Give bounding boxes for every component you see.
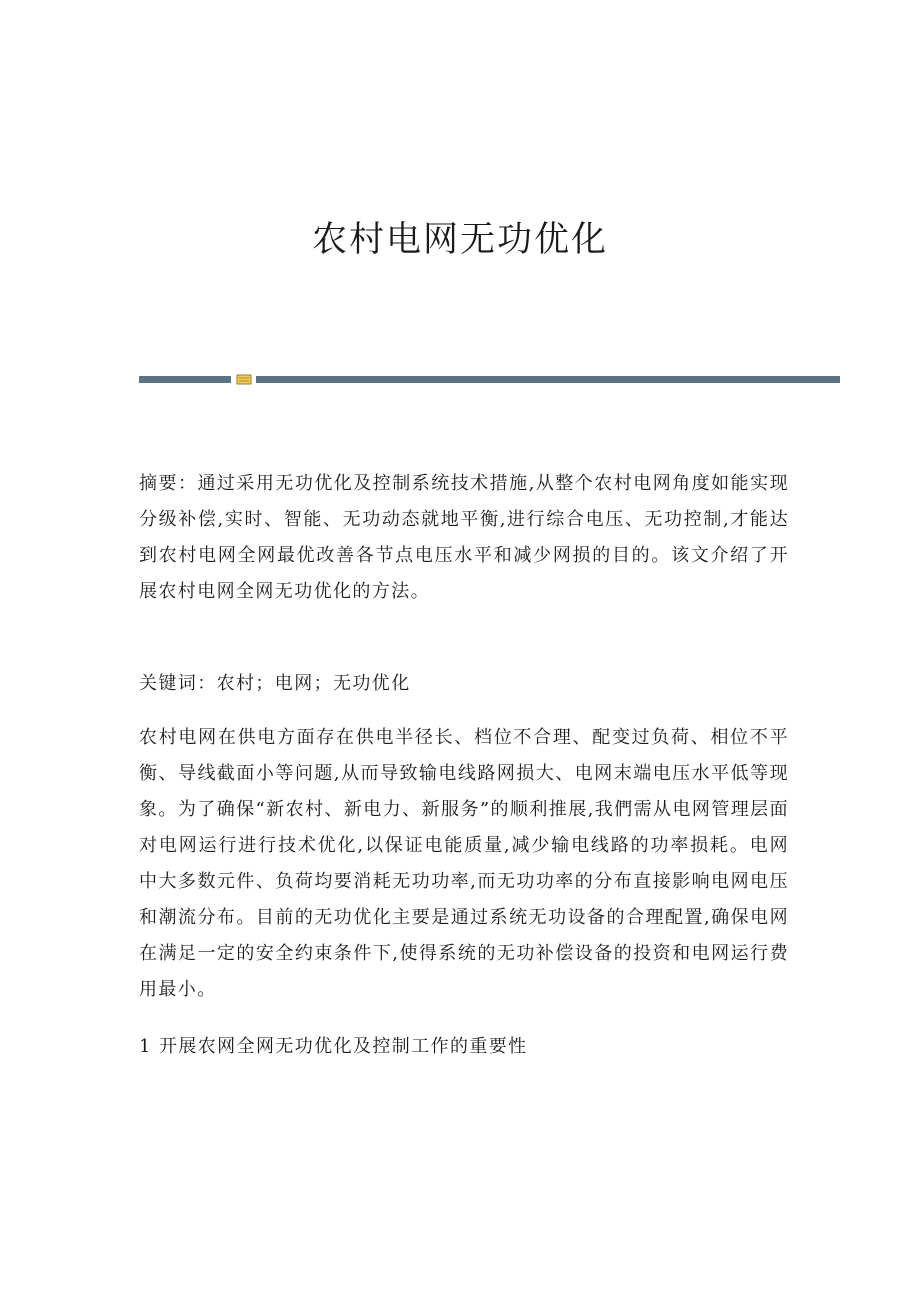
divider-bar-left <box>139 376 231 383</box>
divider-bar-right <box>256 376 840 383</box>
keywords-line: 关键词：农村；电网；无功优化 <box>139 673 411 694</box>
document-title: 农村电网无功优化 <box>311 220 608 260</box>
body-paragraph: 农村电网在供电方面存在供电半径长、档位不合理、配变过负荷、相位不平衡、导线截面小等问题,从而导致输电线路网损大、电网末端电压水平低等现象。为了确保“新农村、新电力、新服务”的顺利推展,我們需从电网管理层面对电网运行进行技术优化,以保证电能质量,减少输电线路的功率损耗。电网中大多数元件、负荷均要消耗无功功率,而无功功率的分布直接影响电网电压和潮流分布。目前的无功优化主要是通过系统无功设备的合理配置,确保电网在满足一定的安全约束条件下,使得系统的无功补偿设备的投资和电网运行费用最小。 <box>139 727 789 1000</box>
abstract-paragraph: 摘要：通过采用无功优化及控制系统技术措施,从整个农村电网角度如能实现分级补偿,实时、智能、无功动态就地平衡,进行综合电压、无功控制,才能达到农村电网全网最优改善各节点电压水平和减少网损的目的。该文介绍了开展农村电网全网无功优化的方法。 <box>139 473 789 602</box>
section-heading: 1 开展农网全网无功优化及控制工作的重要性 <box>139 1036 528 1057</box>
divider-ornament-icon <box>236 374 252 385</box>
title-divider <box>139 374 840 384</box>
